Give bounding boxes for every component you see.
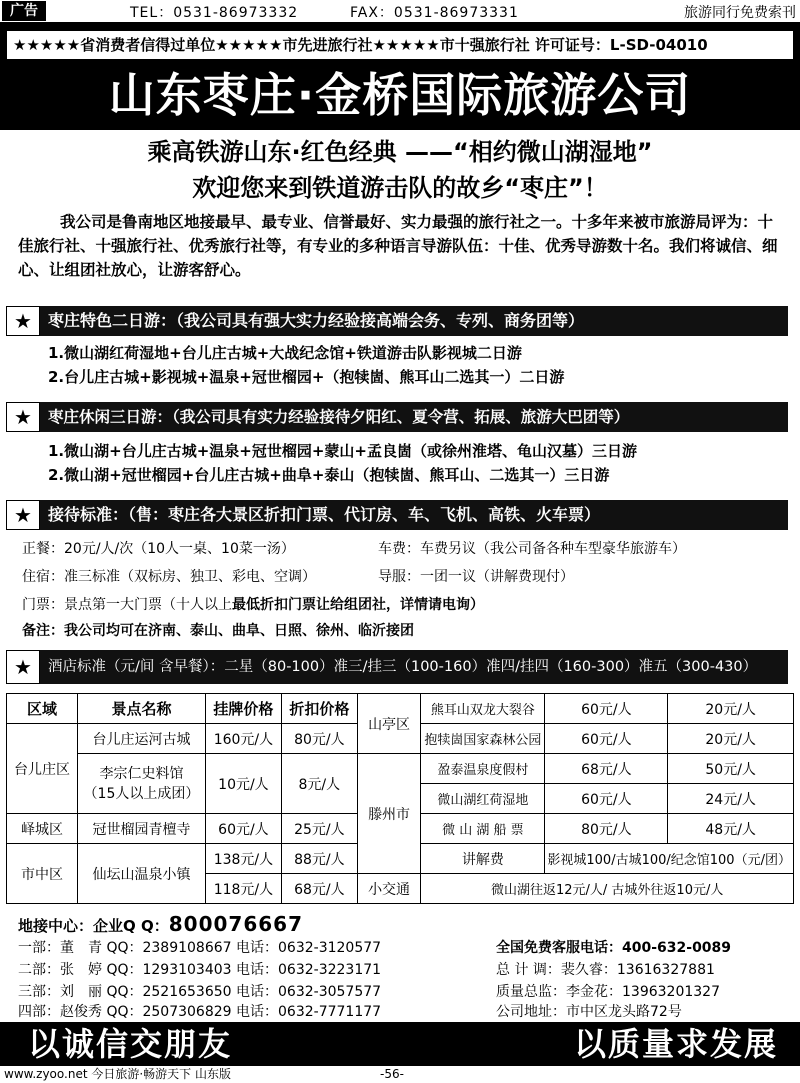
spot-name: 仙坛山温泉小镇 (77, 844, 205, 904)
discount-price: 50元/人 (668, 754, 794, 784)
discount-price: 68元/人 (281, 874, 357, 904)
spot-name: 抱犊崮国家森林公园 (421, 724, 545, 754)
section-title: 枣庄休闲三日游：（我公司具有实力经验接待夕阳红、夏令营、拓展、旅游大巴团等） (48, 408, 630, 426)
route-item: 2.台儿庄古城+影视城+温泉+冠世榴园+（抱犊崮、熊耳山二选其一）二日游 (48, 368, 565, 386)
headline-secondary: 欢迎您来到铁道游击队的故乡“枣庄”！ (192, 174, 608, 202)
std-tickets-b: 最低折扣门票让给组团社，详情请电询） (232, 597, 484, 613)
header-list-price: 挂牌价格 (205, 694, 281, 724)
std-guide: 导服：一团一议（讲解费现付） (378, 569, 574, 585)
route-item: 1.微山湖+台儿庄古城+温泉+冠世榴园+蒙山+孟良崮（或徐州淮塔、龟山汉墓）三日游 (48, 442, 637, 460)
contact-center (18, 912, 303, 936)
company-intro: 我公司是鲁南地区地接最早、最专业、信誉最好、实力最强的旅行社之一。十多年来被市旅游局评为：十佳旅行社、十强旅行社、优秀旅行社等，有专业的多种语言导游队伍：十佳、优秀导游数十名。我们将诚信、细心、让组团社放心，让游客舒心。 (18, 213, 778, 279)
list-price: 118元/人 (205, 874, 281, 904)
region-cell: 小交通 (357, 874, 421, 904)
company-address: 公司地址：市中区龙头路72号 (496, 1004, 682, 1020)
header-discount-price: 折扣价格 (281, 694, 357, 724)
region-cell: 台儿庄区 (7, 724, 78, 814)
star-icon: ★ (6, 306, 40, 336)
company-name: 山东枣庄·金桥国际旅游公司 (108, 68, 692, 122)
discount-price: 25元/人 (281, 814, 357, 844)
slogan-left: 以诚信交朋友 (28, 1025, 233, 1063)
route-item: 1.微山湖红荷湿地+台儿庄古城+大战纪念馆+铁道游击队影视城二日游 (48, 344, 522, 362)
discount-price: 48元/人 (668, 814, 794, 844)
spot-name: 微山湖红荷湿地 (421, 784, 545, 814)
spot-name: 盈泰温泉度假村 (421, 754, 545, 784)
price-table (6, 693, 794, 904)
dept-line: 三部：刘 丽 QQ：2521653650 电话：0632-3057577 (18, 984, 382, 1000)
page-number: -56- (380, 1067, 404, 1081)
table-row (7, 754, 794, 784)
dept-line: 二部：张 婷 QQ：1293103403 电话：0632-3223171 (18, 962, 382, 978)
guide-fee-detail: 影视城100/古城100/纪念馆100（元/团） (545, 844, 794, 874)
slogan-bar (0, 1022, 800, 1066)
list-price: 68元/人 (545, 754, 668, 784)
discount-price: 20元/人 (668, 724, 794, 754)
region-cell: 讲解费 (421, 844, 545, 874)
region-cell: 山亭区 (357, 694, 421, 754)
region-cell: 峄城区 (7, 814, 78, 844)
star-icon: ★ (6, 500, 40, 530)
list-price: 80元/人 (545, 814, 668, 844)
hotline: 全国免费客服电话：400-632-0089 (496, 940, 732, 956)
table-row (7, 694, 794, 724)
section-reception-standards (6, 500, 788, 530)
ad-tag: 广告 (2, 1, 46, 21)
enterprise-qq: 800076667 (168, 912, 303, 936)
hotel-standard-text: 酒店标准（元/间 含早餐）：二星（80-100）准三/挂三（100-160）准四/挂四（160-300）准五（300-430） (48, 659, 758, 675)
discount-price: 20元/人 (668, 694, 794, 724)
dispatch-contact: 总 计 调：裴久睿：13616327881 (496, 962, 715, 978)
list-price: 60元/人 (205, 814, 281, 844)
free-index-note: 旅游同行免费索刊 (684, 5, 796, 21)
std-meal: 正餐：20元/人/次（10人一桌、10菜一汤） (22, 541, 295, 557)
section-title: 接待标准：（售：枣庄各大景区折扣门票、代订房、车、飞机、高铁、火车票） (48, 505, 601, 524)
discount-price: 80元/人 (281, 724, 357, 754)
fax: FAX：0531-86973331 (350, 2, 519, 23)
header-region: 区域 (7, 694, 78, 724)
footer-line (0, 1066, 800, 1083)
discount-price: 88元/人 (281, 844, 357, 874)
route-item: 2.微山湖+冠世榴园+台儿庄古城+曲阜+泰山（抱犊崮、熊耳山、二选其一）三日游 (48, 466, 610, 484)
slogan-right: 以质量求发展 (573, 1025, 778, 1063)
spot-name: 台儿庄运河古城 (77, 724, 205, 754)
section-title: 枣庄特色二日游：（我公司具有强大实力经验接高端会务、专列、商务团等） (48, 311, 585, 330)
std-lodging: 住宿：准三标准（双标房、独卫、彩电、空调） (22, 569, 316, 585)
spot-name: 熊耳山双龙大裂谷 (421, 694, 545, 724)
hotel-standard-bar (6, 650, 788, 684)
list-price: 138元/人 (205, 844, 281, 874)
discount-price: 24元/人 (668, 784, 794, 814)
region-cell: 市中区 (7, 844, 78, 904)
std-tickets (22, 594, 484, 616)
std-note: 备注：我公司均可在济南、泰山、曲阜、日照、徐州、临沂接团 (22, 623, 414, 639)
star-icon: ★ (6, 650, 40, 684)
site-credit: www.zyoo.net 今日旅游·畅游天下 山东版 (4, 1067, 231, 1081)
list-price: 60元/人 (545, 724, 668, 754)
spot-name: 冠世榴园青檀寺 (77, 814, 205, 844)
quality-contact: 质量总监：李金花：13963201327 (496, 984, 720, 1000)
spot-name-line: 李宗仁史料馆 (99, 765, 184, 782)
std-car: 车费：车费另议（我公司备各种车型豪华旅游车） (378, 541, 686, 557)
star-icon: ★ (6, 402, 40, 432)
dept-line: 一部：董 青 QQ：2389108667 电话：0632-3120577 (18, 940, 382, 956)
std-tickets-a: 门票：景点第一大门票（十人以上 (22, 597, 232, 613)
spot-name (77, 754, 205, 814)
list-price: 10元/人 (205, 754, 281, 814)
discount-price: 8元/人 (281, 754, 357, 814)
local-transport-detail: 微山湖往返12元/人/ 古城外往返10元/人 (421, 874, 794, 904)
dept-line: 四部：赵俊秀 QQ：2507306829 电话：0632-7771177 (18, 1004, 382, 1020)
list-price: 60元/人 (545, 784, 668, 814)
header-name: 景点名称 (77, 694, 205, 724)
section-two-day-tour (6, 306, 788, 336)
honors-line: ★★★★★省消费者信得过单位★★★★★市先进旅行社★★★★★市十强旅行社 许可证号：L-SD-04010 (6, 30, 794, 60)
list-price: 60元/人 (545, 694, 668, 724)
region-cell: 滕州市 (357, 754, 421, 874)
spot-name-note: （15人以上成团） (83, 785, 200, 802)
spot-name: 微 山 湖 船 票 (421, 814, 545, 844)
section-three-day-tour (6, 402, 788, 432)
telephone: TEL：0531-86973332 (130, 2, 298, 23)
headline-primary: 乘高铁游山东·红色经典 ——“相约微山湖湿地” (147, 138, 653, 166)
list-price: 160元/人 (205, 724, 281, 754)
contact-center-label: 地接中心：企业Q Q： (18, 917, 169, 935)
top-strip (0, 0, 800, 22)
